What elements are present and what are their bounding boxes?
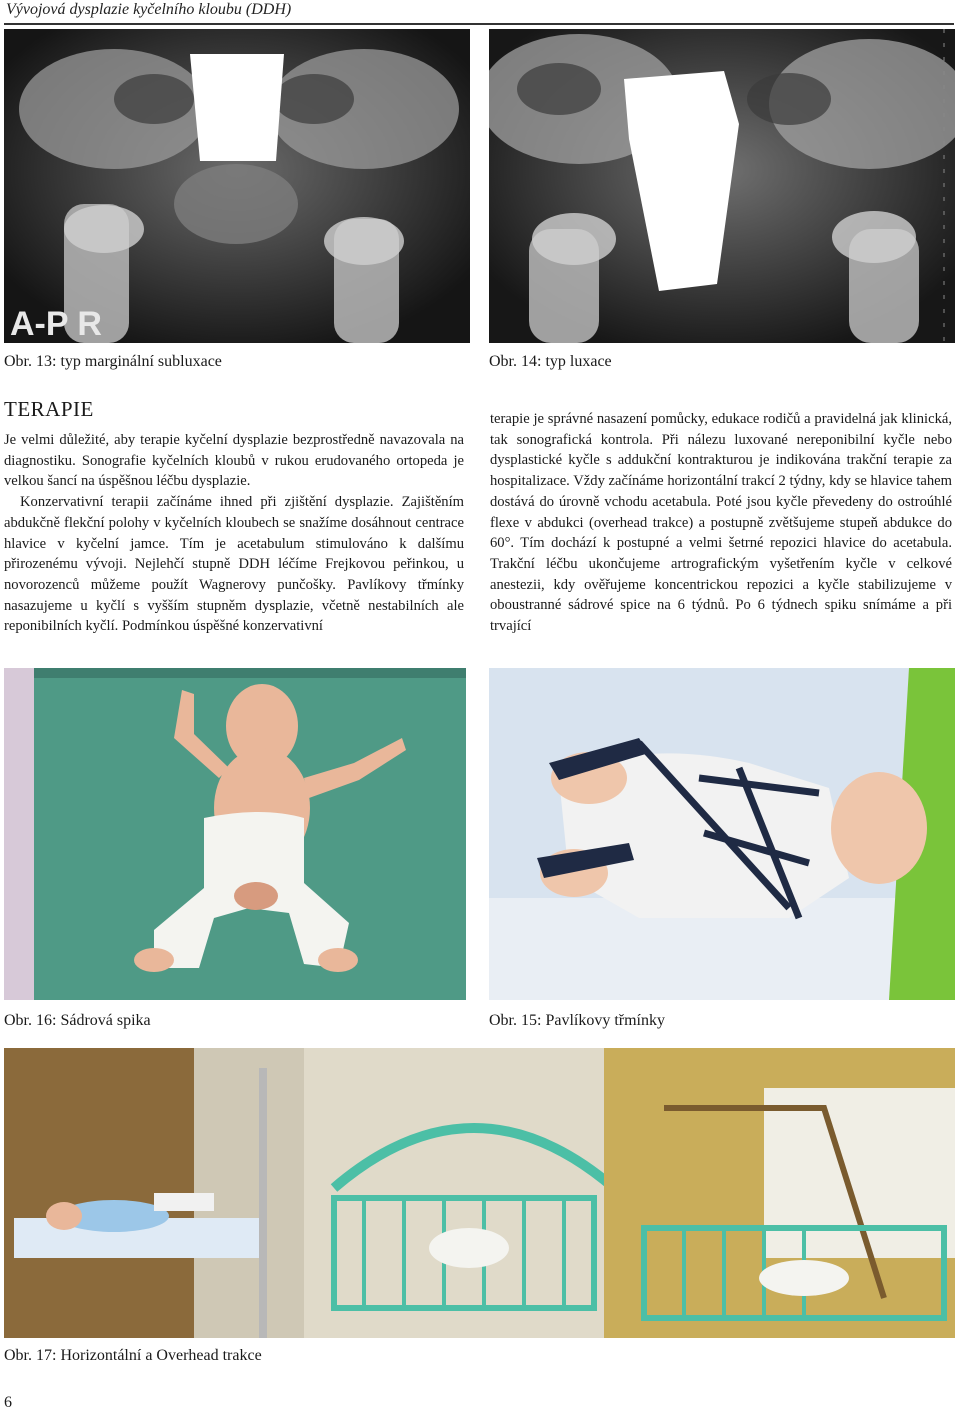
- figure-17-caption: Obr. 17: Horizontální a Overhead trakce: [4, 1347, 262, 1364]
- page-number: 6: [4, 1394, 12, 1411]
- gonad-shield-13: [190, 54, 284, 161]
- figure-16-photo: [4, 668, 466, 1000]
- paragraph: terapie je správné nasazení pomůcky, edukace rodičů a pravidelná jak klinická, tak sonografická kontrola. Při nálezu luxované nereponibilní kyčle nebo dysplastické kyčle s addukční kontrakturou je indikována trakční terapie za hospitalizace. Vždy začínáme horizontální trakcí 2 týdny, kdy se hlavice tahem dostává do úrovně vchodu acetabula. Poté jsou kyčle převedeny do ostroúhlé flexe v abdukci (overhead trakce) a postupně zvětšujeme stupeň abdukce do 60°. Tím dochází k postupné a velmi šetrné repozici hlavice do acetabula. Trakční léčbu ukončujeme artrografickým vyšetřením kyčle v celkové anestezii, kdy ověřujeme koncentrickou repozici a kyčle stabilizujeme v oboustranné sádrové spice na 6 týdnů. Po 6 týdnech spiku snímáme a při trvající: [490, 411, 952, 635]
- left-column-text: [4, 430, 464, 637]
- paragraph: Je velmi důležité, aby terapie kyčelní dysplazie bezprostředně navazovala na diagnostiku. Sonografie kyčelních kloubů v rukou erudovaného ortopeda je velkou šancí na úspěšnou léčbu dysplazie.: [4, 432, 464, 490]
- header-rule: [4, 23, 954, 25]
- figure-13-xray: [4, 29, 470, 343]
- paragraph: Konzervativní terapii začínáme ihned při zjištění dysplazie. Zajištěním abdukčně flekční polohy v kyčelních kloubech se snažíme dosáhnout centrace hlavice v kyčelní jamce. Tím je acetabulum stimulováno k dalšímu přirozenému vývoji. Nejlehčí stupně DDH léčíme Frejkovou peřinkou, u novorozenců můžeme použít Wagnerovy punčošky. Pavlíkovy třmínky nasazujeme u kyčlí s vyšším stupněm dysplazie, včetně nestabilních ale reponibilních kyčlí. Podmínkou úspěšné konzervativní: [4, 494, 464, 635]
- figure-17-photo: [4, 1048, 955, 1338]
- figure-14-xray: [489, 29, 955, 343]
- figure-16-caption: Obr. 16: Sádrová spika: [4, 1012, 151, 1029]
- section-heading: TERAPIE: [4, 397, 94, 421]
- figure-14-caption: Obr. 14: typ luxace: [489, 353, 612, 370]
- running-title: Vývojová dysplazie kyčelního kloubu (DDH): [6, 1, 292, 18]
- figure-15-photo: [489, 668, 955, 1000]
- figure-13-caption: Obr. 13: typ marginální subluxace: [4, 353, 222, 370]
- xray-marker-label: A-P R: [10, 305, 102, 343]
- right-column-text: [490, 409, 952, 637]
- figure-15-caption: Obr. 15: Pavlíkovy třmínky: [489, 1012, 665, 1029]
